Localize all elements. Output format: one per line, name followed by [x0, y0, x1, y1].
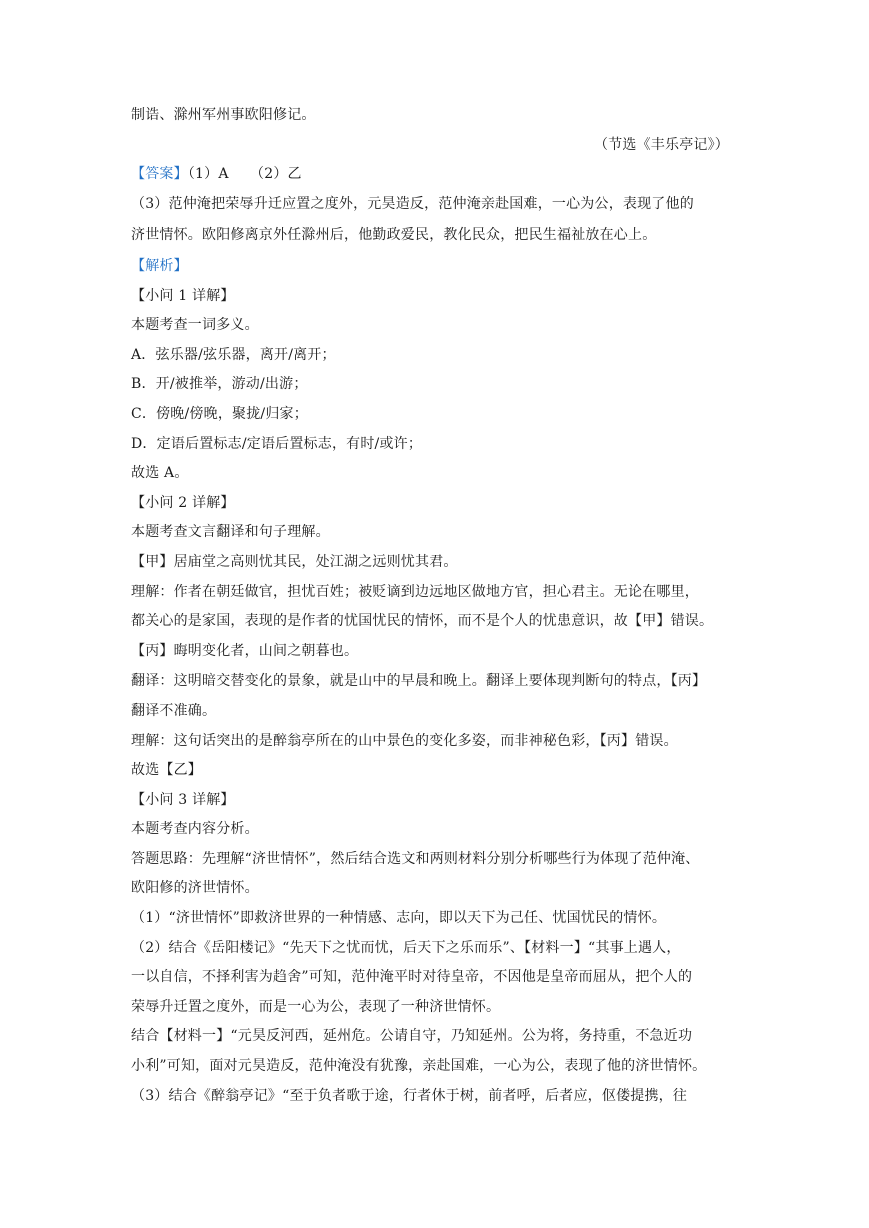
analysis-tag: 【解析】 [131, 258, 188, 274]
text-line: 翻译：这明暗交替变化的景象，就是山中的早晨和晚上。翻译上要体现判断句的特点，【丙】 [131, 673, 707, 689]
text-line: （3）范仲淹把荣辱升迁应置之度外，元昊造反，范仲淹亲赴国难，一心为公，表现了他的 [131, 196, 694, 212]
text-line: 荣辱升迁置之度外，而是一心为公，表现了一种济世情怀。 [131, 999, 501, 1015]
text-line: 本题考查一词多义。 [131, 317, 259, 333]
text-line: 理解：作者在朝廷做官，担忧百姓；被贬谪到边远地区做地方官，担心君主。无论在哪里， [131, 584, 699, 600]
answer-choices: （1）A （2）乙 [187, 166, 302, 182]
text-line: 【丙】晦明变化者，山间之朝暮也。 [131, 643, 359, 659]
subquestion-heading: 【小问 2 详解】 [131, 495, 235, 511]
answer-tag: 【答案】 [131, 166, 188, 182]
text-line: 制诰、滁州军州事欧阳修记。 [131, 107, 316, 123]
text-line: 答题思路：先理解“济世情怀”，然后结合选文和两则材料分别分析哪些行为体现了范仲淹、 [131, 851, 700, 867]
text-line: D．定语后置标志/定语后置标志，有时/或许； [131, 436, 423, 452]
text-line: B．开/被推举，游动/出游； [131, 376, 308, 392]
text-line: C．傍晚/傍晚，聚拢/归家； [131, 406, 308, 422]
text-line: A．弦乐器/弦乐器，离开/离开； [131, 347, 336, 363]
source-note: （节选《丰乐亭记》） [594, 137, 729, 153]
subquestion-heading: 【小问 3 详解】 [131, 792, 235, 808]
text-line: 故选【乙】 [131, 762, 202, 778]
text-line: 都关心的是家国，表现的是作者的忧国忧民的情怀，而不是个人的忧患意识，故【甲】错误。 [131, 613, 714, 629]
text-line: 【甲】居庙堂之高则忧其民，处江湖之远则忧其君。 [131, 554, 458, 570]
text-line: （1）“济世情怀”即救济世界的一种情感、志向，即以天下为己任、忧国忧民的情怀。 [131, 910, 667, 926]
text-line: 本题考查内容分析。 [131, 821, 259, 837]
text-line: 济世情怀。欧阳修离京外任滁州后，他勤政爱民，教化民众，把民生福祉放在心上。 [131, 227, 657, 243]
text-line: 本题考查文言翻译和句子理解。 [131, 524, 330, 540]
text-line: 小利”可知，面对元昊造反，范仲淹没有犹豫，亲赴国难，一心为公，表现了他的济世情怀。 [131, 1058, 707, 1074]
text-line: （2）结合《岳阳楼记》“先天下之忧而忧，后天下之乐而乐”、【材料一】“其事上遇人， [131, 940, 681, 956]
text-line: 一以自信，不择利害为趋舍”可知，范仲淹平时对待皇帝，不因他是皇帝而屈从，把个人的 [131, 969, 693, 985]
answer-line [131, 165, 743, 183]
text-line: 理解：这句话突出的是醉翁亭所在的山中景色的变化多姿，而非神秘色彩，【丙】错误。 [131, 733, 678, 749]
text-line: 翻译不准确。 [131, 703, 217, 719]
text-line: 故选 A。 [131, 465, 189, 481]
text-line: 欧阳修的济世情怀。 [131, 880, 259, 896]
text-line: 结合【材料一】“元昊反河西，延州危。公请自守，乃知延州。公为将，务持重，不急近功 [131, 1028, 693, 1044]
text-line: （3）结合《醉翁亭记》“至于负者歌于途，行者休于树，前者呼，后者应，伛偻提携，往 [131, 1088, 688, 1104]
subquestion-heading: 【小问 1 详解】 [131, 288, 235, 304]
